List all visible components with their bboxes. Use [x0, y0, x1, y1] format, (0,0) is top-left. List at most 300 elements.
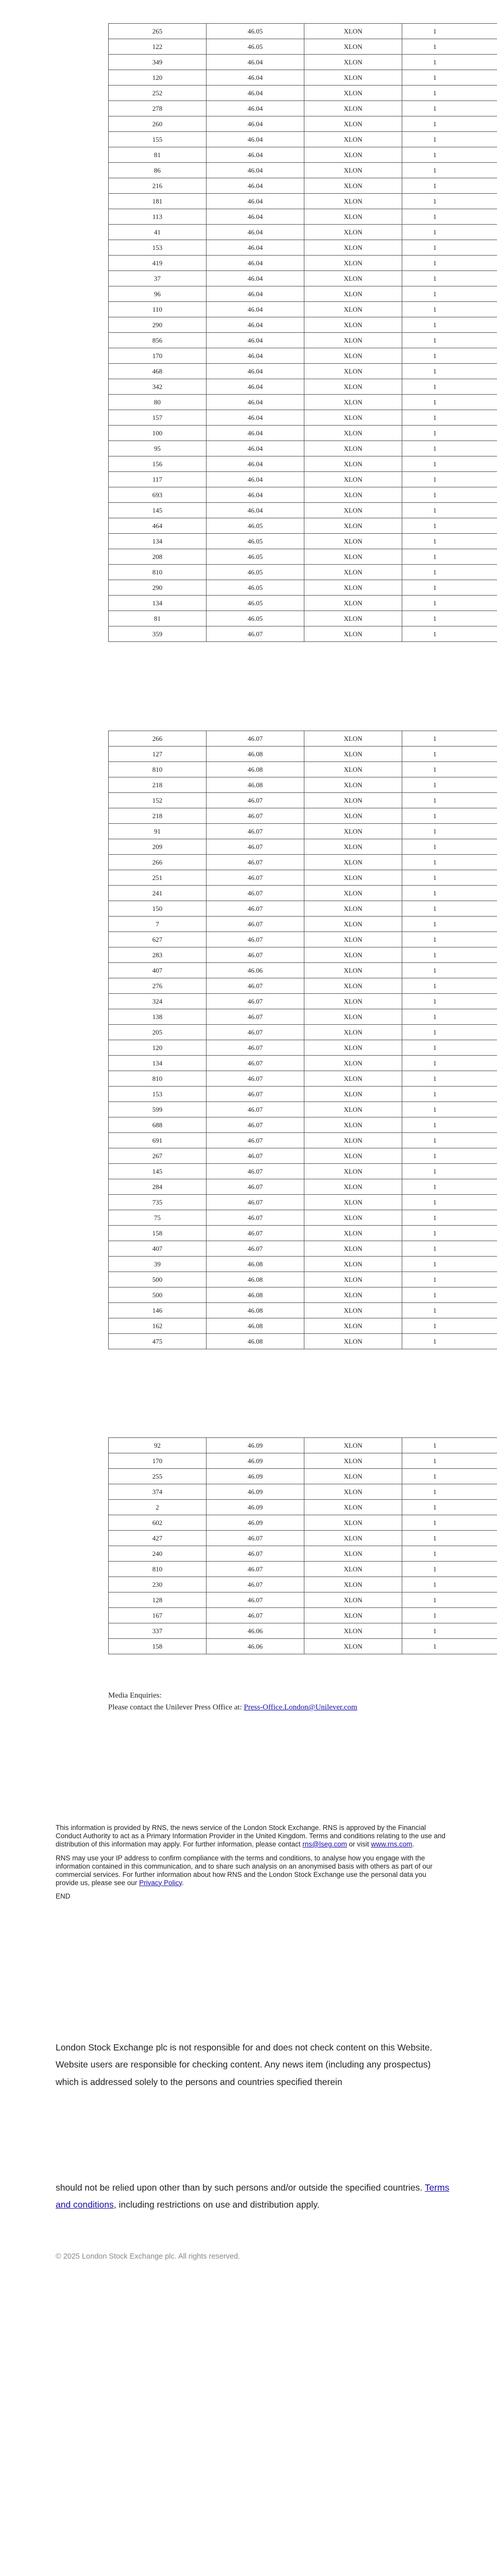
- table-row: [109, 1484, 497, 1500]
- table-row: [109, 963, 497, 978]
- volume-cell: 735: [109, 1195, 207, 1210]
- table-row: [109, 472, 497, 487]
- price-cell: 46.04: [207, 55, 304, 70]
- volume-cell: 92: [109, 1438, 207, 1453]
- venue-cell: XLON: [304, 1133, 402, 1148]
- time-cell: 1: [402, 1226, 497, 1241]
- table-row: [109, 1639, 497, 1654]
- venue-cell: XLON: [304, 1087, 402, 1102]
- price-cell: 46.04: [207, 472, 304, 487]
- time-cell: 1: [402, 441, 497, 456]
- table-row: [109, 1133, 497, 1148]
- time-cell: 1: [402, 808, 497, 824]
- volume-cell: 120: [109, 70, 207, 86]
- venue-cell: XLON: [304, 1500, 402, 1515]
- lse-disclaimer-text: should not be relied upon other than by such persons and/or outside the specified countries.: [56, 2182, 425, 2193]
- time-cell: 1: [402, 24, 497, 39]
- venue-cell: XLON: [304, 994, 402, 1009]
- volume-cell: 153: [109, 240, 207, 256]
- volume-cell: 91: [109, 824, 207, 839]
- rns-privacy-text: RNS may use your IP address to confirm compliance with the terms and conditions, to analyse how you engage with the information contained in this communication, and to share such analysis on an anonymised basis with others as part of our commercial services. For further information about how RNS and the London Stock Exchange use the personal data you provide us, please see our: [56, 1854, 433, 1887]
- volume-cell: 96: [109, 286, 207, 302]
- volume-cell: 158: [109, 1226, 207, 1241]
- venue-cell: XLON: [304, 978, 402, 994]
- venue-cell: XLON: [304, 317, 402, 333]
- volume-cell: 120: [109, 1040, 207, 1056]
- time-cell: 1: [402, 364, 497, 379]
- venue-cell: XLON: [304, 70, 402, 86]
- price-cell: 46.07: [207, 1562, 304, 1577]
- time-cell: 1: [402, 1056, 497, 1071]
- table-row: [109, 947, 497, 963]
- price-cell: 46.04: [207, 147, 304, 163]
- venue-cell: XLON: [304, 472, 402, 487]
- time-cell: 1: [402, 1500, 497, 1515]
- price-cell: 46.07: [207, 1133, 304, 1148]
- time-cell: 1: [402, 793, 497, 808]
- table-row: [109, 932, 497, 947]
- volume-cell: 810: [109, 762, 207, 777]
- venue-cell: XLON: [304, 1117, 402, 1133]
- volume-cell: 37: [109, 271, 207, 286]
- table-row: [109, 55, 497, 70]
- time-cell: 1: [402, 1484, 497, 1500]
- table-row: [109, 1562, 497, 1577]
- price-cell: 46.04: [207, 256, 304, 271]
- price-cell: 46.05: [207, 565, 304, 580]
- venue-cell: XLON: [304, 932, 402, 947]
- volume-cell: 427: [109, 1531, 207, 1546]
- price-cell: 46.06: [207, 1639, 304, 1654]
- venue-cell: XLON: [304, 901, 402, 917]
- volume-cell: 167: [109, 1608, 207, 1623]
- volume-cell: 128: [109, 1592, 207, 1608]
- table-row: [109, 1287, 497, 1303]
- table-row: [109, 364, 497, 379]
- time-cell: 1: [402, 1071, 497, 1087]
- table-row: [109, 1056, 497, 1071]
- volume-cell: 230: [109, 1577, 207, 1592]
- time-cell: 1: [402, 870, 497, 886]
- venue-cell: XLON: [304, 101, 402, 116]
- price-cell: 46.04: [207, 101, 304, 116]
- table-row: [109, 1071, 497, 1087]
- volume-cell: 170: [109, 348, 207, 364]
- volume-cell: 475: [109, 1334, 207, 1349]
- price-cell: 46.07: [207, 932, 304, 947]
- venue-cell: XLON: [304, 1592, 402, 1608]
- table-row: [109, 731, 497, 747]
- price-cell: 46.06: [207, 1623, 304, 1639]
- time-cell: 1: [402, 286, 497, 302]
- time-cell: 1: [402, 302, 497, 317]
- volume-cell: 266: [109, 731, 207, 747]
- price-cell: 46.04: [207, 364, 304, 379]
- price-cell: 46.05: [207, 549, 304, 565]
- venue-cell: XLON: [304, 1148, 402, 1164]
- volume-cell: 500: [109, 1272, 207, 1287]
- terms-and-conditions-link[interactable]: Terms and conditions: [56, 2182, 450, 2210]
- volume-cell: 407: [109, 963, 207, 978]
- lse-disclaimer-end: , including restrictions on use and distribution apply.: [113, 2199, 320, 2210]
- venue-cell: XLON: [304, 456, 402, 472]
- price-cell: 46.04: [207, 302, 304, 317]
- time-cell: 1: [402, 39, 497, 55]
- time-cell: 1: [402, 1531, 497, 1546]
- volume-cell: 276: [109, 978, 207, 994]
- table-row: [109, 839, 497, 855]
- time-cell: 1: [402, 271, 497, 286]
- time-cell: 1: [402, 178, 497, 194]
- venue-cell: XLON: [304, 963, 402, 978]
- time-cell: 1: [402, 225, 497, 240]
- price-cell: 46.04: [207, 503, 304, 518]
- time-cell: 1: [402, 256, 497, 271]
- volume-cell: 2: [109, 1500, 207, 1515]
- table-row: [109, 549, 497, 565]
- table-row: [109, 1608, 497, 1623]
- table-row: [109, 1438, 497, 1453]
- price-cell: 46.04: [207, 271, 304, 286]
- table-row: [109, 24, 497, 39]
- volume-cell: 117: [109, 472, 207, 487]
- volume-cell: 81: [109, 147, 207, 163]
- venue-cell: XLON: [304, 824, 402, 839]
- table-row: [109, 1257, 497, 1272]
- volume-cell: 500: [109, 1287, 207, 1303]
- price-cell: 46.07: [207, 808, 304, 824]
- price-cell: 46.09: [207, 1484, 304, 1500]
- table-row: [109, 565, 497, 580]
- time-cell: 1: [402, 1272, 497, 1287]
- table-row: [109, 824, 497, 839]
- time-cell: 1: [402, 963, 497, 978]
- venue-cell: XLON: [304, 917, 402, 932]
- venue-cell: XLON: [304, 364, 402, 379]
- time-cell: 1: [402, 1102, 497, 1117]
- rns-info-end: .: [412, 1840, 415, 1848]
- table-row: [109, 1303, 497, 1318]
- table-row: [109, 1148, 497, 1164]
- transactions-table-3-wrapper: [108, 1437, 497, 1654]
- price-cell: 46.07: [207, 917, 304, 932]
- table-row: [109, 1531, 497, 1546]
- volume-cell: 693: [109, 487, 207, 503]
- venue-cell: XLON: [304, 1453, 402, 1469]
- table-row: [109, 132, 497, 147]
- table-row: [109, 1087, 497, 1102]
- price-cell: 46.07: [207, 1056, 304, 1071]
- table-row: [109, 978, 497, 994]
- rns-info-text: This information is provided by RNS, the news service of the London Stock Exchange. RNS is approved by the Financial Conduct Authority to act as a Primary Information Provider in the United Kingdom. Terms and conditions relating to the use and distribution of this information may apply. For further information, please contact: [56, 1824, 445, 1848]
- price-cell: 46.05: [207, 534, 304, 549]
- press-office-contact: [108, 1702, 357, 1714]
- time-cell: 1: [402, 932, 497, 947]
- venue-cell: XLON: [304, 1334, 402, 1349]
- price-cell: 46.04: [207, 426, 304, 441]
- volume-cell: 284: [109, 1179, 207, 1195]
- price-cell: 46.09: [207, 1438, 304, 1453]
- time-cell: 1: [402, 1469, 497, 1484]
- table-row: [109, 1469, 497, 1484]
- venue-cell: XLON: [304, 518, 402, 534]
- time-cell: 1: [402, 317, 497, 333]
- volume-cell: 688: [109, 1117, 207, 1133]
- time-cell: 1: [402, 1117, 497, 1133]
- volume-cell: 156: [109, 456, 207, 472]
- volume-cell: 81: [109, 611, 207, 626]
- volume-cell: 218: [109, 777, 207, 793]
- transactions-table-2-wrapper: [108, 731, 497, 1349]
- rns-privacy-end: .: [182, 1878, 184, 1887]
- volume-cell: 146: [109, 1303, 207, 1318]
- price-cell: 46.08: [207, 1318, 304, 1334]
- time-cell: 1: [402, 978, 497, 994]
- table-row: [109, 348, 497, 364]
- price-cell: 46.09: [207, 1453, 304, 1469]
- table-row: [109, 240, 497, 256]
- price-cell: 46.07: [207, 824, 304, 839]
- time-cell: 1: [402, 487, 497, 503]
- price-cell: 46.07: [207, 1241, 304, 1257]
- price-cell: 46.04: [207, 116, 304, 132]
- volume-cell: 267: [109, 1148, 207, 1164]
- time-cell: 1: [402, 1303, 497, 1318]
- rns-website-link[interactable]: www.rns.com: [371, 1840, 413, 1848]
- venue-cell: XLON: [304, 1438, 402, 1453]
- venue-cell: XLON: [304, 1469, 402, 1484]
- table-row: [109, 1272, 497, 1287]
- venue-cell: XLON: [304, 178, 402, 194]
- time-cell: 1: [402, 1040, 497, 1056]
- volume-cell: 155: [109, 132, 207, 147]
- table-row: [109, 86, 497, 101]
- volume-cell: 7: [109, 917, 207, 932]
- volume-cell: 627: [109, 932, 207, 947]
- time-cell: 1: [402, 1639, 497, 1654]
- price-cell: 46.07: [207, 793, 304, 808]
- time-cell: 1: [402, 1241, 497, 1257]
- volume-cell: 158: [109, 1639, 207, 1654]
- time-cell: 1: [402, 1087, 497, 1102]
- time-cell: 1: [402, 565, 497, 580]
- table-row: [109, 1102, 497, 1117]
- volume-cell: 134: [109, 1056, 207, 1071]
- venue-cell: XLON: [304, 1531, 402, 1546]
- table-row: [109, 917, 497, 932]
- price-cell: 46.08: [207, 747, 304, 762]
- table-row: [109, 808, 497, 824]
- venue-cell: XLON: [304, 286, 402, 302]
- venue-cell: XLON: [304, 86, 402, 101]
- price-cell: 46.08: [207, 1334, 304, 1349]
- volume-cell: 337: [109, 1623, 207, 1639]
- price-cell: 46.07: [207, 1025, 304, 1040]
- volume-cell: 208: [109, 549, 207, 565]
- price-cell: 46.09: [207, 1469, 304, 1484]
- privacy-policy-link[interactable]: Privacy Policy: [139, 1878, 182, 1887]
- price-cell: 46.04: [207, 286, 304, 302]
- venue-cell: XLON: [304, 580, 402, 596]
- volume-cell: 810: [109, 565, 207, 580]
- venue-cell: XLON: [304, 55, 402, 70]
- price-cell: 46.07: [207, 626, 304, 642]
- price-cell: 46.07: [207, 947, 304, 963]
- venue-cell: XLON: [304, 1164, 402, 1179]
- time-cell: 1: [402, 1577, 497, 1592]
- table-row: [109, 1009, 497, 1025]
- volume-cell: 145: [109, 503, 207, 518]
- price-cell: 46.07: [207, 1164, 304, 1179]
- price-cell: 46.07: [207, 1087, 304, 1102]
- volume-cell: 265: [109, 24, 207, 39]
- time-cell: 1: [402, 917, 497, 932]
- price-cell: 46.07: [207, 994, 304, 1009]
- lse-disclaimer-part-2: [56, 2179, 452, 2214]
- price-cell: 46.05: [207, 39, 304, 55]
- venue-cell: XLON: [304, 611, 402, 626]
- time-cell: 1: [402, 410, 497, 426]
- table-row: [109, 1226, 497, 1241]
- volume-cell: 138: [109, 1009, 207, 1025]
- table-row: [109, 209, 497, 225]
- table-row: [109, 580, 497, 596]
- time-cell: 1: [402, 116, 497, 132]
- price-cell: 46.07: [207, 1592, 304, 1608]
- venue-cell: XLON: [304, 1071, 402, 1087]
- volume-cell: 419: [109, 256, 207, 271]
- venue-cell: XLON: [304, 886, 402, 901]
- price-cell: 46.07: [207, 1117, 304, 1133]
- venue-cell: XLON: [304, 348, 402, 364]
- venue-cell: XLON: [304, 870, 402, 886]
- time-cell: 1: [402, 1623, 497, 1639]
- price-cell: 46.04: [207, 333, 304, 348]
- press-office-contact-text: Please contact the Unilever Press Office at:: [108, 1703, 244, 1712]
- volume-cell: 278: [109, 101, 207, 116]
- table-row: [109, 518, 497, 534]
- volume-cell: 283: [109, 947, 207, 963]
- time-cell: 1: [402, 101, 497, 116]
- table-row: [109, 1546, 497, 1562]
- price-cell: 46.05: [207, 611, 304, 626]
- time-cell: 1: [402, 731, 497, 747]
- time-cell: 1: [402, 747, 497, 762]
- price-cell: 46.07: [207, 855, 304, 870]
- venue-cell: XLON: [304, 1102, 402, 1117]
- venue-cell: XLON: [304, 132, 402, 147]
- volume-cell: 240: [109, 1546, 207, 1562]
- venue-cell: XLON: [304, 626, 402, 642]
- time-cell: 1: [402, 194, 497, 209]
- table-row: [109, 1318, 497, 1334]
- price-cell: 46.07: [207, 1577, 304, 1592]
- time-cell: 1: [402, 580, 497, 596]
- volume-cell: 359: [109, 626, 207, 642]
- rns-info-paragraph: [56, 1824, 450, 1849]
- time-cell: 1: [402, 456, 497, 472]
- table-row: [109, 70, 497, 86]
- time-cell: 1: [402, 1257, 497, 1272]
- time-cell: 1: [402, 240, 497, 256]
- table-row: [109, 1179, 497, 1195]
- time-cell: 1: [402, 1546, 497, 1562]
- volume-cell: 127: [109, 747, 207, 762]
- price-cell: 46.04: [207, 240, 304, 256]
- venue-cell: XLON: [304, 240, 402, 256]
- price-cell: 46.04: [207, 132, 304, 147]
- venue-cell: XLON: [304, 1272, 402, 1287]
- price-cell: 46.04: [207, 395, 304, 410]
- table-row: [109, 256, 497, 271]
- time-cell: 1: [402, 762, 497, 777]
- time-cell: 1: [402, 1133, 497, 1148]
- transactions-table-1-wrapper: [108, 23, 497, 642]
- table-row: [109, 379, 497, 395]
- venue-cell: XLON: [304, 1623, 402, 1639]
- time-cell: 1: [402, 1438, 497, 1453]
- volume-cell: 86: [109, 163, 207, 178]
- venue-cell: XLON: [304, 1210, 402, 1226]
- table-row: [109, 1592, 497, 1608]
- table-row: [109, 101, 497, 116]
- price-cell: 46.04: [207, 70, 304, 86]
- volume-cell: 122: [109, 39, 207, 55]
- volume-cell: 856: [109, 333, 207, 348]
- volume-cell: 75: [109, 1210, 207, 1226]
- volume-cell: 324: [109, 994, 207, 1009]
- time-cell: 1: [402, 379, 497, 395]
- table-row: [109, 855, 497, 870]
- price-cell: 46.07: [207, 1102, 304, 1117]
- table-row: [109, 1500, 497, 1515]
- table-row: [109, 994, 497, 1009]
- rns-email-link[interactable]: rns@lseg.com: [302, 1840, 347, 1848]
- table-row: [109, 1210, 497, 1226]
- table-row: [109, 901, 497, 917]
- volume-cell: 39: [109, 1257, 207, 1272]
- venue-cell: XLON: [304, 1577, 402, 1592]
- volume-cell: 602: [109, 1515, 207, 1531]
- price-cell: 46.07: [207, 1195, 304, 1210]
- time-cell: 1: [402, 1009, 497, 1025]
- time-cell: 1: [402, 626, 497, 642]
- time-cell: 1: [402, 1608, 497, 1623]
- table-row: [109, 1241, 497, 1257]
- venue-cell: XLON: [304, 1195, 402, 1210]
- venue-cell: XLON: [304, 565, 402, 580]
- table-row: [109, 147, 497, 163]
- venue-cell: XLON: [304, 333, 402, 348]
- press-office-email-link[interactable]: Press-Office.London@Unilever.com: [244, 1703, 357, 1712]
- venue-cell: XLON: [304, 747, 402, 762]
- time-cell: 1: [402, 1515, 497, 1531]
- volume-cell: 216: [109, 178, 207, 194]
- venue-cell: XLON: [304, 1040, 402, 1056]
- time-cell: 1: [402, 824, 497, 839]
- table-row: [109, 286, 497, 302]
- time-cell: 1: [402, 1164, 497, 1179]
- volume-cell: 252: [109, 86, 207, 101]
- price-cell: 46.04: [207, 163, 304, 178]
- price-cell: 46.04: [207, 225, 304, 240]
- volume-cell: 80: [109, 395, 207, 410]
- venue-cell: XLON: [304, 487, 402, 503]
- price-cell: 46.08: [207, 1257, 304, 1272]
- venue-cell: XLON: [304, 1056, 402, 1071]
- price-cell: 46.07: [207, 1546, 304, 1562]
- table-row: [109, 1025, 497, 1040]
